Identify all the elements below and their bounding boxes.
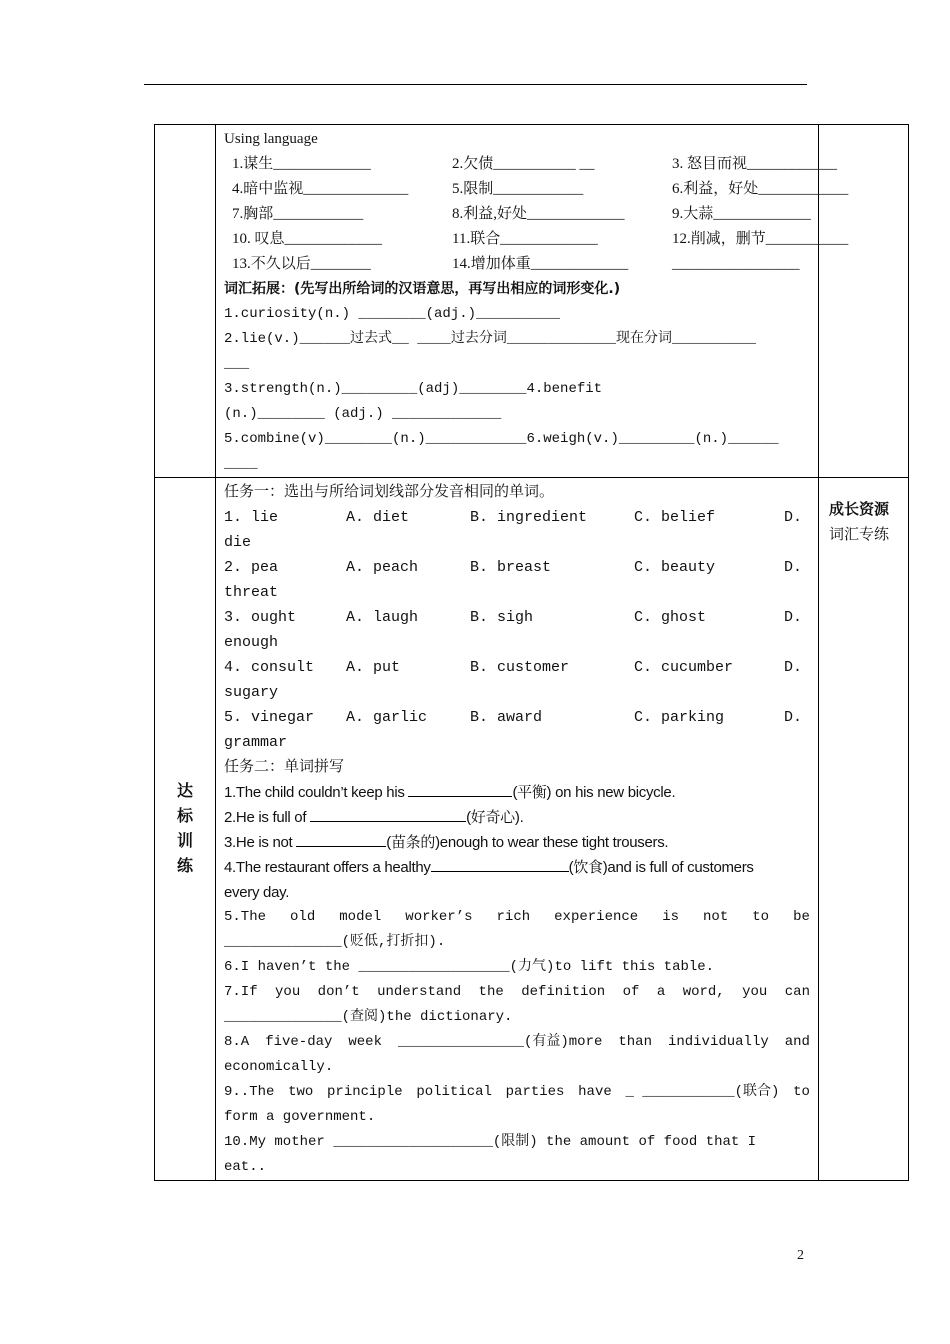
exercise-cell [216,478,819,1181]
vocab-row [224,152,838,177]
task1-option-d-word: grammar [224,734,288,751]
task1-b: B. ingredient [470,509,588,526]
word: worker’s [405,909,473,925]
vocab-item: 9.大蒜_____________ [672,206,811,222]
word: a [656,984,666,1000]
word: is [662,909,679,925]
task1-list [224,505,810,755]
resource-text: 词汇专练 [829,527,890,543]
task1-b: B. award [470,709,543,726]
spelling-sentence-8 [224,1030,810,1055]
vocab-row [224,227,849,252]
spelling-sentence-10-cont: eat.. [224,1159,267,1175]
word: you [742,984,768,1000]
vocab-item: 14.增加体重_____________ [452,256,629,272]
vocab-item: 3. 怒目而视____________ [672,156,838,172]
task1-c: C. belief [634,509,716,526]
word: to [793,1084,810,1100]
spelling-sentence-4: 4.The restaurant offers a healthy (饮食)and is full of customers [224,855,810,880]
word: not [703,909,729,925]
word: don’t [317,984,360,1000]
task1-question [224,705,810,730]
resource-cell [819,478,909,1181]
task1-option-d-word: sugary [224,684,279,701]
spelling-sentence-3: 3.He is not (苗条的)enough to wear these tight trousers. [224,830,810,855]
task1-option-d-word: die [224,534,252,551]
task1-a: A. garlic [346,709,428,726]
spelling-sentence-9-cont: form a government. [224,1109,376,1125]
side-label: 达 标 训 练 [176,781,193,875]
word: have [578,1084,612,1100]
spelling-sentence-2: 2.He is full of (好奇心). [224,805,810,830]
task1-question [224,605,810,630]
vocab-list [224,152,849,277]
word: can [784,984,810,1000]
vocab-item: 1.谋生_____________ [232,156,371,172]
task1-question [224,505,810,530]
using-language-cell [216,125,849,478]
expansion-line: 1.curiosity(n.) ________(adj.)__________ [224,306,561,322]
task1-c: C. parking [634,709,725,726]
expansion-line: 3.strength(n.)_________(adj)________4.benefit [224,381,603,397]
word: be [793,909,810,925]
task1-d: D. [784,509,803,526]
task1-d: D. [784,659,803,676]
word: parties [505,1084,565,1100]
word: experience [554,909,639,925]
vocab-item: _________________ [672,256,800,272]
expansion-title: 词汇拓展：(先写出所给词的汉语意思，再写出相应的词形变化.) [224,281,621,297]
task1-c: C. cucumber [634,659,734,676]
task1-c: C. beauty [634,559,716,576]
task1-option-d-word: threat [224,584,279,601]
spelling-sentence-7 [224,980,810,1005]
vocab-item: 13.不久以后________ [232,256,371,272]
task1-b: B. breast [470,559,552,576]
task1-q: 2. pea [224,559,279,576]
task1-option-d-word: enough [224,634,279,651]
task1-a: A. diet [346,509,410,526]
word: the [478,984,504,1000]
word: you [275,984,301,1000]
task1-d: D. [784,559,803,576]
task1-q: 3. ought [224,609,297,626]
vocab-item: 5.限制____________ [452,181,584,197]
task2-title: 任务二：单词拼写 [224,759,345,775]
spelling-sentence-5 [224,905,810,930]
task1-b: B. customer [470,659,570,676]
word: _ ___________(联合) [625,1084,780,1100]
spelling-sentence-5-cont: ______________(贬低,打折扣). [224,934,446,950]
word: model [339,909,382,925]
word: individually [667,1034,769,1050]
spelling-sentence-1: 1.The child couldn’t keep his (平衡) on his new bicycle. [224,780,810,805]
resource-title: 成长资源 [829,502,890,518]
task1-a: A. put [346,659,401,676]
spelling-sentence-7-cont: ______________(查阅)the dictionary. [224,1009,513,1025]
vocab-row [224,177,849,202]
word: 7.If [224,984,258,1000]
section-title: Using language [224,131,318,147]
task1-b: B. sigh [470,609,534,626]
vocab-item: 7.胸部____________ [232,206,364,222]
expansion-line: 5.combine(v)________(n.)____________6.weigh(v.)_________(n.)______ [224,431,779,447]
word: 9..The [224,1084,275,1100]
word: understand [377,984,462,1000]
word: 5.The [224,909,267,925]
word: rich [496,909,531,925]
expansion-line: (n.)________ (adj.) _____________ [224,406,502,422]
vocab-item: 4.暗中监视______________ [232,181,409,197]
task1-q: 4. consult [224,659,315,676]
word: principle [327,1084,403,1100]
vocab-row [224,252,810,277]
spelling-sentence-9 [224,1080,810,1105]
task1-d: D. [784,709,803,726]
expansion-line: 2.lie(v.)______过去式__ ____过去分词_____________现在分词__________ [224,331,757,347]
word: and [784,1034,810,1050]
vocab-item: 11.联合_____________ [452,231,598,247]
word: five-day [265,1034,333,1050]
task1-q: 5. vinegar [224,709,315,726]
vocab-row [224,202,810,227]
worksheet-table [154,124,909,1181]
word: 8.A [224,1034,250,1050]
header-rule [144,84,807,85]
task1-c: C. ghost [634,609,707,626]
expansion-line: ____ [224,456,258,472]
row1-side [155,125,216,478]
task1-question [224,655,810,680]
task1-question [224,555,810,580]
task1-a: A. laugh [346,609,419,626]
vocab-item: 8.利益,好处_____________ [452,206,625,222]
vocab-item: 12.削减，删节___________ [672,231,849,247]
vocab-item: 10. 叹息_____________ [232,231,383,247]
task1-d: D. [784,609,803,626]
word: of [622,984,640,1000]
word: word, [682,984,725,1000]
task1-a: A. peach [346,559,419,576]
vocab-item: 2.欠债___________ __ [452,156,595,172]
word: week [348,1034,382,1050]
word: two [288,1084,314,1100]
expansion-line: ___ [224,356,250,372]
side-label-cell [155,478,216,1181]
word: than [618,1034,652,1050]
spelling-sentence-6: 6.I haven’t the __________________(力气)to lift this table. [224,959,715,975]
word: definition [521,984,606,1000]
word: political [416,1084,492,1100]
page-number: 2 [797,1248,804,1263]
spelling-sentence-10: 10.My mother ___________________(限制) the amount of food that I [224,1134,757,1150]
spelling-sentence-4-cont: every day. [224,884,290,901]
spelling-sentence-8-cont: economically. [224,1059,334,1075]
word: old [290,909,316,925]
vocab-item: 6.利益，好处____________ [672,181,849,197]
word: to [752,909,770,925]
task1-q: 1. lie [224,509,279,526]
word: _______________(有益)more [397,1034,603,1050]
task1-title: 任务一：选出与所给词划线部分发音相同的单词。 [224,484,555,500]
